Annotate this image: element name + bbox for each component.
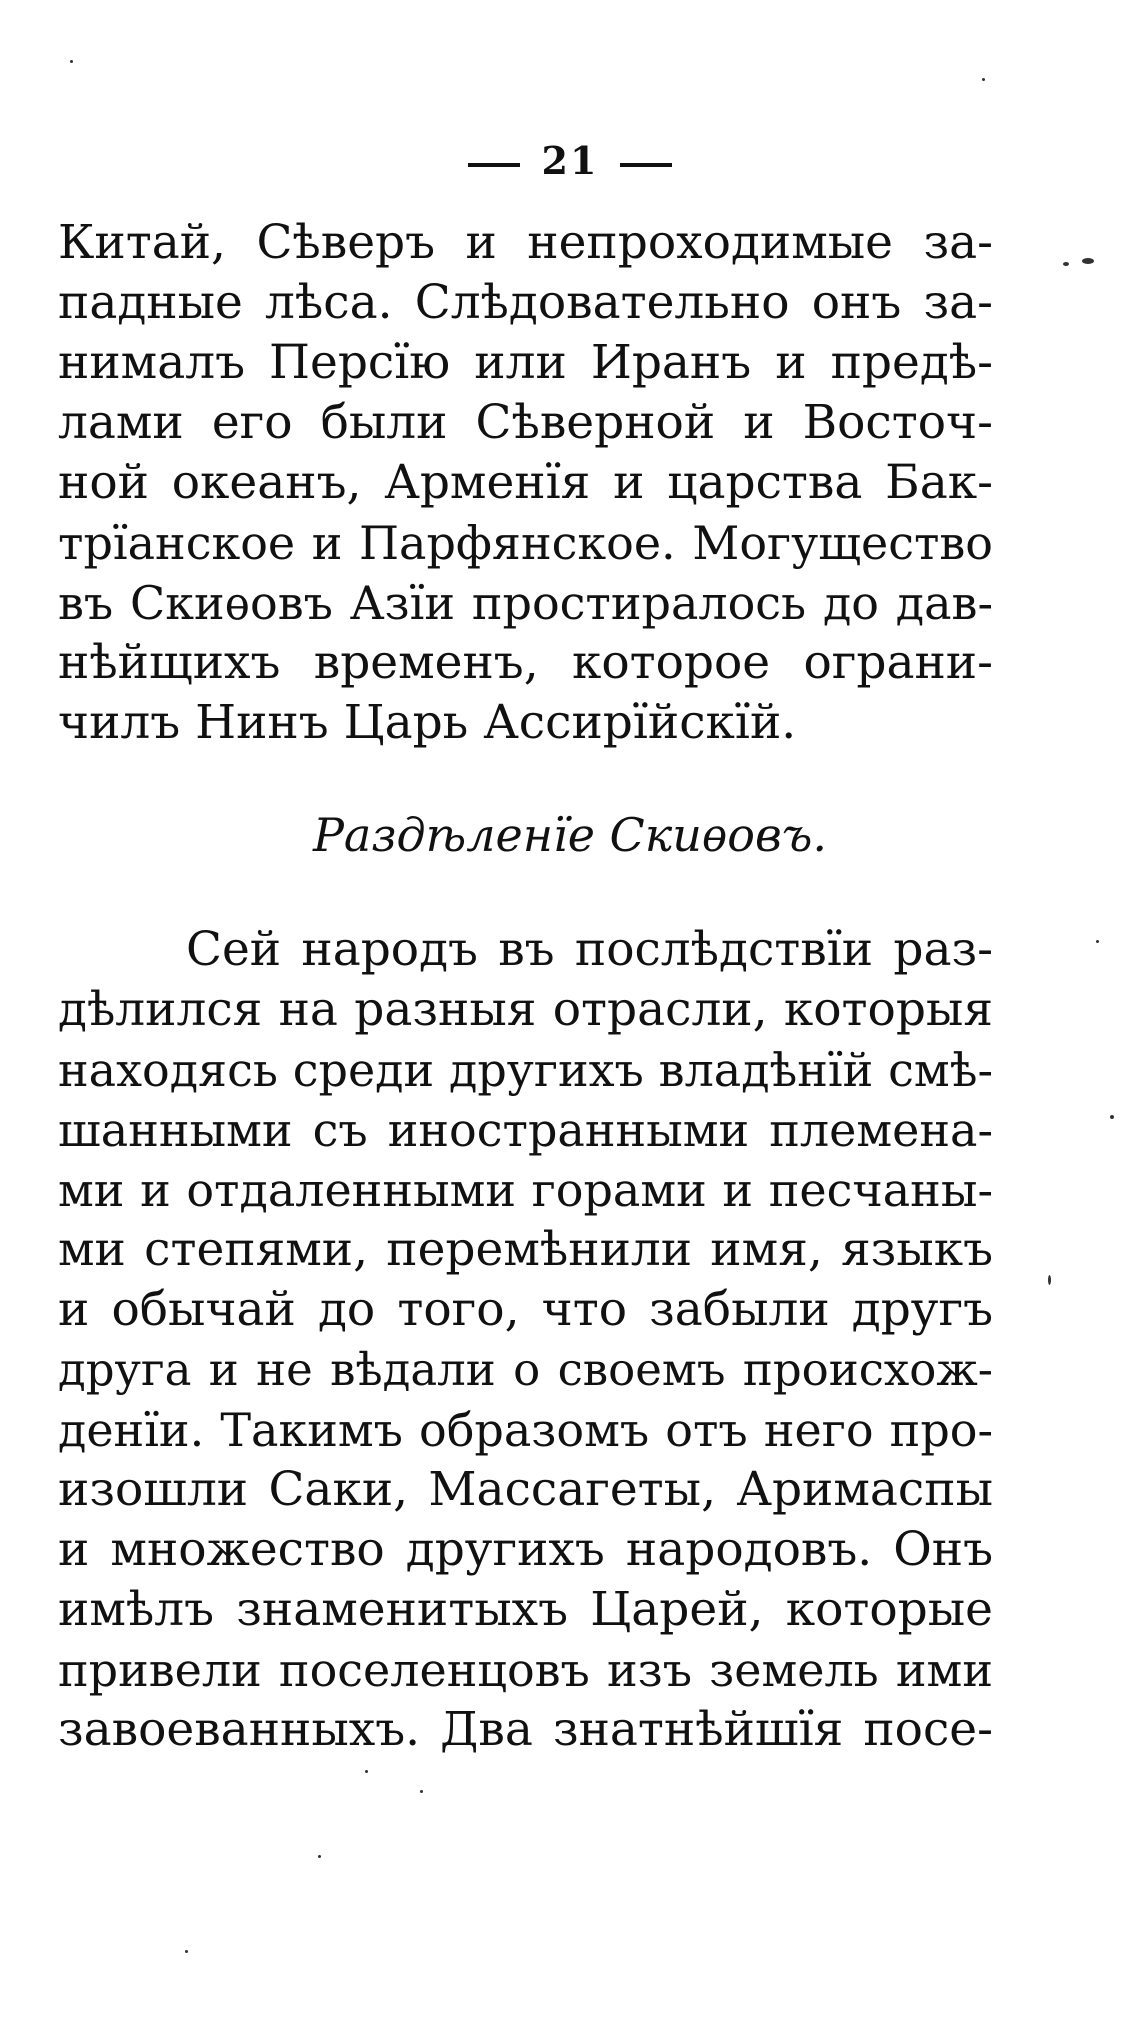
scan-speck [1048,1275,1051,1285]
text-line: друга и не вѣдали о своемъ происхож- [58,1343,993,1396]
text-line: лами его были Сѣверной и Восточ- [58,395,993,450]
text-line: трїанское и Парфянское. Могущество [58,516,993,570]
scan-speck [1082,258,1094,264]
scan-speck [420,1790,423,1793]
scan-speck [318,1855,321,1858]
text-line: Сей народъ въ послѣдствїи раз- [186,922,993,977]
scan-speck [1110,1115,1114,1119]
section-heading: Раздѣленїе Скиѳовъ. [312,808,828,862]
scan-speck [1063,262,1069,266]
text-line: ной океанъ, Арменїя и царства Бак- [58,455,993,510]
text-line: изошли Саки, Массагеты, Аримаспы [58,1462,993,1517]
text-line: ми и отдаленными горами и песчаны- [58,1163,993,1217]
text-line: находясь среди другихъ владѣнїй смѣ- [58,1043,993,1097]
scan-speck [70,60,73,63]
paragraph-2 [58,920,993,1760]
text-line: нѣйщихъ временъ, которое ограни- [58,635,993,690]
text-line: шанными съ иностранными племена- [58,1103,993,1157]
text-line: дѣлился на разныя отрасли, которыя [58,982,993,1037]
text-line: привели поселенцовъ изъ земель ими [58,1643,993,1697]
text-line: Китай, Сѣверъ и непроходимые за- [58,215,993,270]
right-dash [620,163,672,167]
scan-speck [365,1770,368,1773]
scan-speck [1096,940,1099,943]
text-line: имѣлъ знаменитыхъ Царей, которые [58,1582,993,1637]
text-line: въ Скиѳовъ Азїи простиралось до дав- [58,576,993,630]
text-line: чилъ Нинъ Царь Ассирїйскїй. [58,695,797,750]
left-dash [468,163,520,167]
paragraph-1 [58,213,993,753]
text-line: нималъ Персїю или Иранъ и предѣ- [58,335,993,390]
page-number-header [0,138,1140,183]
text-line: и множество другихъ народовъ. Онъ [58,1522,993,1577]
text-line: и обычай до того, что забыли другъ [58,1282,993,1337]
text-line: падные лѣса. Слѣдовательно онъ за- [58,275,993,330]
page-number: 21 [541,138,599,183]
text-line: завоеванныхъ. Два знатнѣйшїя посе- [58,1702,993,1757]
scan-speck [982,78,985,81]
text-line: денїи. Такимъ образомъ отъ него про- [58,1403,993,1457]
scan-speck [185,1950,188,1953]
text-line: ми степями, перемѣнили имя, языкъ [58,1222,993,1277]
